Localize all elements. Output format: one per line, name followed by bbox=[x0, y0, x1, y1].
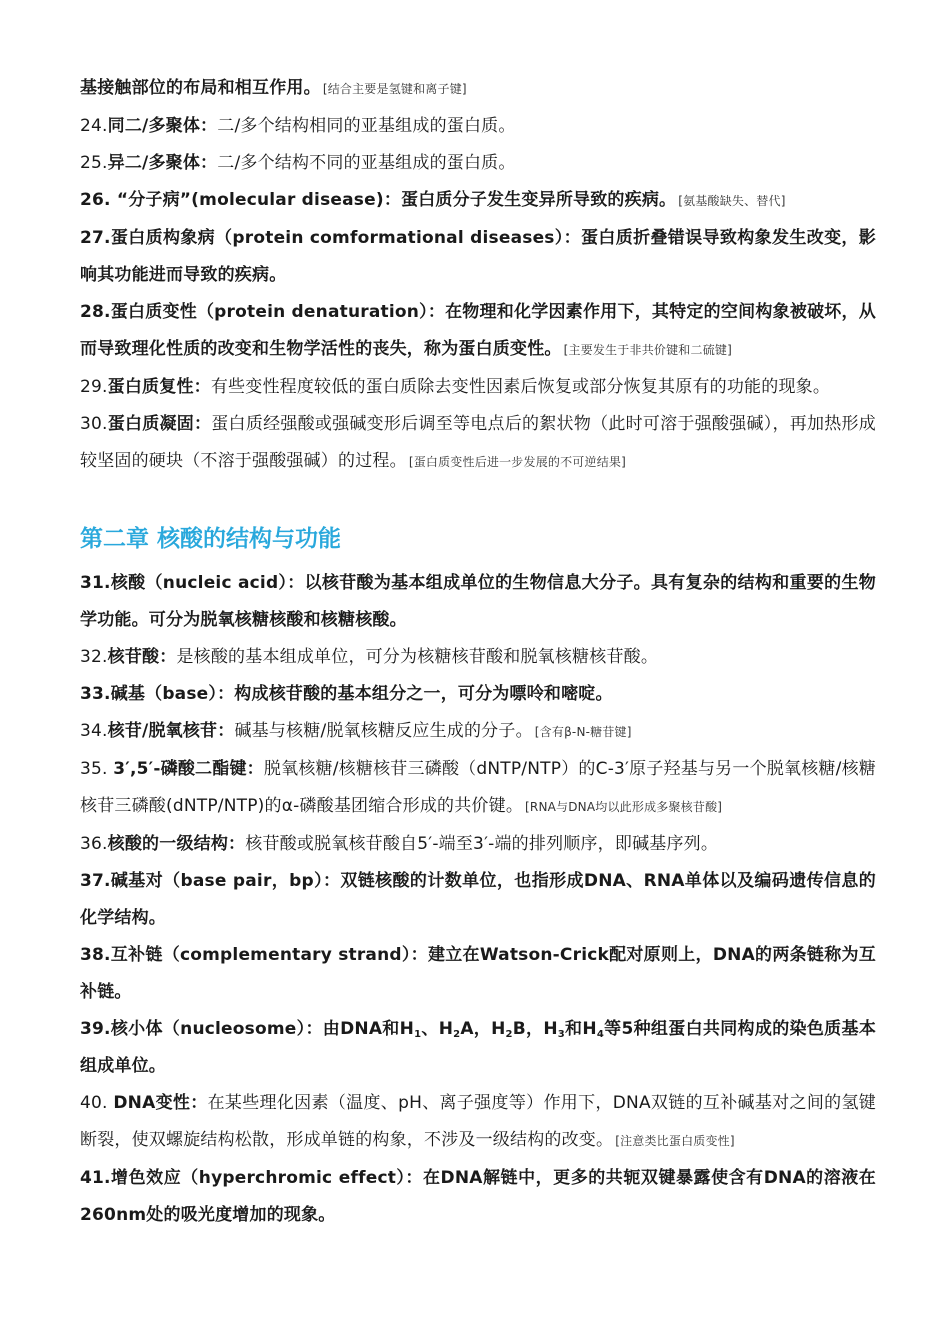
item-31 bbox=[80, 565, 876, 639]
item-32-number: 32. bbox=[80, 647, 108, 667]
item-30-note: [蛋白质变性后进一步发展的不可逆结果] bbox=[408, 455, 626, 469]
item-30 bbox=[80, 406, 876, 481]
item-24-number: 24. bbox=[80, 116, 108, 136]
item-36-number: 36. bbox=[80, 834, 108, 854]
item-39-text-a: 39.核小体（nucleosome）：由DNA和H bbox=[80, 1019, 415, 1039]
item-27-bold: 27.蛋白质构象病（protein comformational diseases）：蛋白质折叠错误导致构象发生改变，影响其功能进而导致的疾病。 bbox=[80, 228, 876, 285]
item-28-note: [主要发生于非共价键和二硫键] bbox=[563, 343, 732, 357]
item-39-sub-1: 1 bbox=[414, 1029, 422, 1040]
item-40-number: 40. bbox=[80, 1093, 114, 1113]
item-36-text: 核苷酸或脱氧核苷酸自5′-端至3′-端的排列顺序，即碱基序列。 bbox=[245, 834, 719, 854]
item-25-number: 25. bbox=[80, 153, 108, 173]
item-23-bold: 基接触部位的布局和相互作用。 bbox=[80, 78, 321, 98]
item-32-text: 是核酸的基本组成单位，可分为核糖核苷酸和脱氧核糖核苷酸。 bbox=[176, 647, 659, 667]
item-33 bbox=[80, 676, 876, 713]
item-23-continuation bbox=[80, 70, 876, 108]
item-26-note: [氨基酸缺失、替代] bbox=[678, 194, 786, 208]
item-25-text: 二/多个结构不同的亚基组成的蛋白质。 bbox=[217, 153, 516, 173]
item-25-term: 异二/多聚体： bbox=[107, 153, 218, 173]
item-30-number: 30. bbox=[80, 414, 108, 434]
item-39-text-b: 、H bbox=[421, 1019, 454, 1039]
item-39-text-f: 等5种组蛋白共同构成的染色质基本组成单位。 bbox=[80, 1019, 877, 1076]
item-34-term: 核苷/脱氧核苷： bbox=[107, 721, 235, 741]
item-24-text: 二/多个结构相同的亚基组成的蛋白质。 bbox=[217, 116, 516, 136]
item-24-term: 同二/多聚体： bbox=[107, 116, 218, 136]
page-content bbox=[80, 70, 876, 1234]
item-39-sub-2: 2 bbox=[453, 1029, 461, 1040]
item-35-term: 3′,5′-磷酸二酯键： bbox=[113, 759, 264, 779]
item-41-bold: 41.增色效应（hyperchromic effect）：在DNA解链中，更多的共轭双键暴露使含有DNA的溶液在260nm处的吸光度增加的现象。 bbox=[80, 1168, 876, 1225]
item-37-bold: 37.碱基对（base pair，bp）：双链核酸的计数单位，也指形成DNA、RNA单体以及编码遗传信息的化学结构。 bbox=[80, 871, 876, 928]
item-27 bbox=[80, 220, 876, 294]
item-38 bbox=[80, 937, 876, 1011]
item-39-sub-4: 3 bbox=[557, 1029, 565, 1040]
item-40-text: 在某些理化因素（温度、pH、离子强度等）作用下，DNA双链的互补碱基对之间的氢键断裂，使双螺旋结构松散，形成单链的构象，不涉及一级结构的改变。 bbox=[80, 1093, 876, 1150]
item-28 bbox=[80, 294, 876, 369]
item-37 bbox=[80, 863, 876, 937]
item-32 bbox=[80, 639, 876, 676]
item-29-number: 29. bbox=[80, 377, 108, 397]
item-26-bold: 26. “分子病”(molecular disease)：蛋白质分子发生变异所导致的疾病。 bbox=[80, 190, 677, 210]
item-40-term: DNA变性： bbox=[113, 1093, 208, 1113]
chapter-heading: 第二章 核酸的结构与功能 bbox=[80, 526, 342, 552]
item-35-note: [RNA与DNA均以此形成多聚核苷酸] bbox=[525, 800, 723, 814]
item-30-text: 蛋白质经强酸或强碱变形后调至等电点后的絮状物（此时可溶于强酸强碱），再加热形成较坚固的硬块（不溶于强酸强碱）的过程。 bbox=[80, 414, 876, 471]
item-35-text: 脱氧核糖/核糖核苷三磷酸（dNTP/NTP）的C-3′原子羟基与另一个脱氧核糖/核糖核苷三磷酸(dNTP/NTP)的α-磷酸基团缩合形成的共价键。 bbox=[80, 759, 876, 816]
item-29-text: 有些变性程度较低的蛋白质除去变性因素后恢复或部分恢复其原有的功能的现象。 bbox=[210, 377, 831, 397]
item-30-term: 蛋白质凝固： bbox=[107, 414, 212, 434]
item-38-bold: 38.互补链（complementary strand）：建立在Watson-Crick配对原则上，DNA的两条链称为互补链。 bbox=[80, 945, 876, 1002]
item-29 bbox=[80, 369, 876, 406]
item-36-term: 核酸的一级结构： bbox=[107, 834, 246, 854]
item-25 bbox=[80, 145, 876, 182]
item-28-bold: 28.蛋白质变性（protein denaturation）：在物理和化学因素作用下，其特定的空间构象被破坏，从而导致理化性质的改变和生物学活性的丧失，称为蛋白质变性。 bbox=[80, 302, 876, 359]
item-36 bbox=[80, 826, 876, 863]
item-32-term: 核苷酸： bbox=[107, 647, 177, 667]
item-39 bbox=[80, 1011, 876, 1085]
item-40-note: [注意类比蛋白质变性] bbox=[615, 1134, 735, 1148]
item-23-note: [结合主要是氢键和离子键] bbox=[322, 82, 467, 96]
item-31-bold: 31.核酸（nucleic acid）：以核苷酸为基本组成单位的生物信息大分子。具有复杂的结构和重要的生物学功能。可分为脱氧核糖核酸和核糖核酸。 bbox=[80, 573, 876, 630]
item-33-bold: 33.碱基（base）：构成核苷酸的基本组分之一，可分为嘌呤和嘧啶。 bbox=[80, 684, 613, 704]
item-40 bbox=[80, 1085, 876, 1160]
item-34 bbox=[80, 713, 876, 751]
item-39-sub-5: 4 bbox=[596, 1029, 604, 1040]
item-35 bbox=[80, 751, 876, 826]
item-29-term: 蛋白质复性： bbox=[107, 377, 211, 397]
item-39-text-c: A，H bbox=[460, 1019, 506, 1039]
item-34-number: 34. bbox=[80, 721, 108, 741]
item-34-text: 碱基与核糖/脱氧核糖反应生成的分子。 bbox=[234, 721, 533, 741]
item-26 bbox=[80, 182, 876, 220]
item-39-text-e: 和H bbox=[564, 1019, 597, 1039]
item-39-text-d: B，H bbox=[512, 1019, 558, 1039]
item-34-note: [含有β-N-糖苷键] bbox=[534, 725, 632, 739]
item-35-number: 35. bbox=[80, 759, 114, 779]
item-39-sub-3: 2 bbox=[505, 1029, 513, 1040]
item-41 bbox=[80, 1160, 876, 1234]
item-24 bbox=[80, 108, 876, 145]
